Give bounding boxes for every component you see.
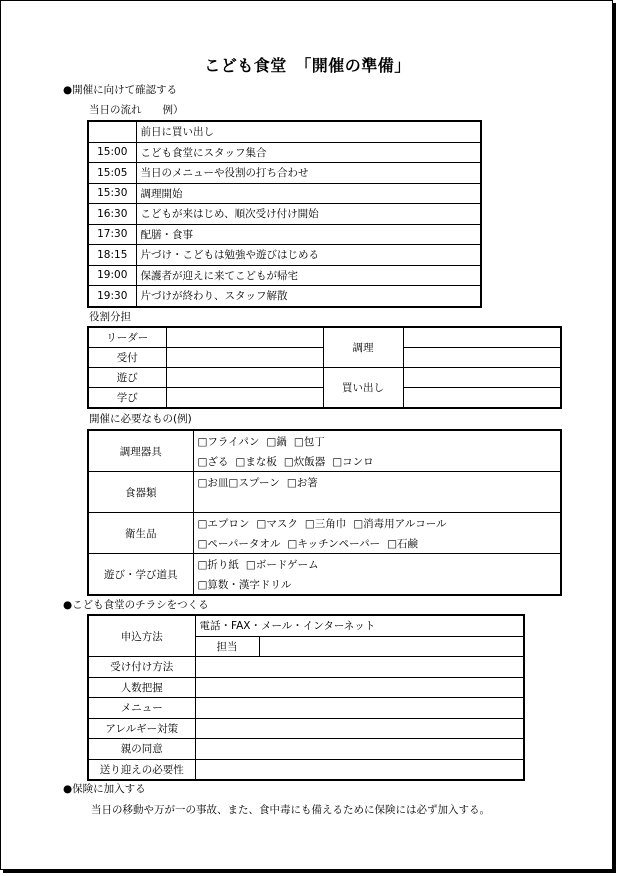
checkbox-item[interactable]: □鍋	[266, 435, 287, 448]
table-row	[88, 245, 481, 266]
item-checklist-line	[193, 513, 561, 534]
role-assignee	[166, 368, 323, 388]
table-row	[88, 698, 524, 719]
table-row	[88, 759, 524, 780]
table-row	[88, 142, 481, 163]
insurance-text: 当日の移動や万が一の事故、また、食中毒にも備えるために保険には必ず加入する。	[91, 804, 490, 816]
item-checklist-line	[193, 554, 561, 575]
table-row	[88, 657, 524, 678]
timeline-table	[87, 120, 482, 308]
section-heading-insurance: ●保険に加入する	[63, 783, 146, 795]
flyer-row-value	[195, 657, 524, 678]
role-assignee	[403, 327, 561, 348]
table-row	[88, 430, 561, 451]
checkbox-item[interactable]: □まな板	[235, 455, 277, 468]
role-name: リーダー	[88, 327, 166, 348]
timeline-label: 当日の流れ 例）	[89, 104, 184, 116]
table-row	[88, 183, 481, 204]
role-assignee	[166, 348, 323, 368]
checkbox-item[interactable]: □石鹸	[387, 537, 418, 550]
section-heading-flyer: ●こども食堂のチラシをつくる	[63, 599, 209, 611]
role-assignee	[166, 327, 323, 348]
apply-label: 申込方法	[88, 615, 195, 657]
role-name: 調理	[323, 327, 403, 368]
timeline-time: 15:05	[88, 163, 136, 184]
checkbox-item[interactable]: □マスク	[256, 517, 298, 530]
flyer-row-value	[195, 718, 524, 739]
table-row	[88, 224, 481, 245]
flyer-row-value	[195, 698, 524, 719]
checkbox-item[interactable]: □エプロン	[197, 517, 250, 530]
timeline-text: 片づけが終わり、スタッフ解散	[136, 286, 481, 307]
timeline-time: 16:30	[88, 204, 136, 225]
timeline-time: 17:30	[88, 224, 136, 245]
timeline-text: 前日に買い出し	[136, 121, 481, 142]
checkbox-item[interactable]: □ペーパータオル	[197, 537, 281, 550]
flyer-row-value	[195, 677, 524, 698]
table-row	[88, 472, 561, 493]
table-row	[88, 265, 481, 286]
checkbox-item[interactable]: □炊飯器	[283, 455, 326, 468]
timeline-time: 15:30	[88, 183, 136, 204]
roles-label: 役割分担	[89, 311, 131, 323]
items-table	[87, 429, 562, 596]
checkbox-item[interactable]: □包丁	[293, 435, 325, 448]
item-checklist-line	[193, 430, 561, 451]
timeline-text: 配膳・食事	[136, 224, 481, 245]
timeline-text: 調理開始	[136, 183, 481, 204]
flyer-table	[87, 614, 525, 781]
item-category: 遊び・学び道具	[88, 554, 193, 596]
item-checklist-line	[193, 472, 561, 493]
staff-value	[259, 636, 524, 657]
table-row	[88, 286, 481, 307]
table-row	[88, 121, 481, 142]
flyer-row-value	[195, 759, 524, 780]
role-assignee	[403, 348, 561, 368]
timeline-text: 片づけ・こどもは勉強や遊びはじめる	[136, 245, 481, 266]
item-category: 調理器具	[88, 430, 193, 472]
item-checklist-line	[193, 451, 561, 472]
item-category: 食器類	[88, 472, 193, 513]
table-row	[88, 327, 561, 348]
item-checklist-line	[193, 574, 561, 595]
page-title: こども食堂 「開催の準備」	[204, 56, 411, 75]
table-row	[88, 554, 561, 575]
table-row	[88, 739, 524, 760]
role-name: 買い出し	[323, 368, 403, 409]
checkbox-item[interactable]: □コンロ	[332, 455, 374, 468]
section-heading-prepare: ●開催に向けて確認する	[63, 84, 178, 96]
apply-value: 電話・FAX・メール・インターネット	[195, 615, 524, 636]
staff-label: 担当	[195, 636, 259, 657]
item-checklist-line	[193, 492, 561, 513]
timeline-time: 19:30	[88, 286, 136, 307]
role-assignee	[403, 368, 561, 388]
timeline-time: 15:00	[88, 142, 136, 163]
table-row	[88, 615, 524, 636]
timeline-text: こどもが来はじめ、順次受け付け開始	[136, 204, 481, 225]
table-row	[88, 368, 561, 388]
timeline-text: こども食堂にスタッフ集合	[136, 142, 481, 163]
flyer-row-label: 受け付け方法	[88, 657, 195, 678]
table-row	[88, 204, 481, 225]
timeline-text: 当日のメニューや役割の打ち合わせ	[136, 163, 481, 184]
checkbox-item[interactable]: □キッチンペーパー	[287, 537, 381, 550]
checkbox-item[interactable]: □折り紙	[197, 558, 239, 571]
role-name: 学び	[88, 388, 166, 409]
item-checklist-line	[193, 533, 561, 554]
checkbox-item[interactable]: □ざる	[197, 455, 229, 468]
flyer-row-label: 人数把握	[88, 677, 195, 698]
checkbox-item[interactable]: □お皿□スプーン	[197, 476, 280, 489]
flyer-row-value	[195, 739, 524, 760]
role-name: 受付	[88, 348, 166, 368]
table-row	[88, 677, 524, 698]
roles-table	[87, 326, 562, 409]
checkbox-item[interactable]: □消毒用アルコール	[353, 517, 447, 530]
flyer-row-label: 親の同意	[88, 739, 195, 760]
table-row	[88, 163, 481, 184]
checkbox-item[interactable]: □お箸	[286, 476, 318, 489]
role-assignee	[166, 388, 323, 409]
checkbox-item[interactable]: □ボードゲーム	[245, 558, 319, 571]
flyer-row-label: メニュー	[88, 698, 195, 719]
timeline-time	[88, 121, 136, 142]
timeline-time: 19:00	[88, 265, 136, 286]
checkbox-item[interactable]: □フライパン	[197, 435, 260, 448]
table-row	[88, 513, 561, 534]
timeline-time: 18:15	[88, 245, 136, 266]
role-assignee	[403, 388, 561, 409]
flyer-row-label: アレルギー対策	[88, 718, 195, 739]
table-row	[88, 718, 524, 739]
checkbox-item[interactable]: □算数・漢字ドリル	[197, 578, 292, 591]
items-label: 開催に必要なもの(例)	[89, 413, 192, 425]
timeline-text: 保護者が迎えに来てこどもが帰宅	[136, 265, 481, 286]
item-category: 衛生品	[88, 513, 193, 554]
flyer-row-label: 送り迎えの必要性	[88, 759, 195, 780]
role-name: 遊び	[88, 368, 166, 388]
checkbox-item[interactable]: □三角巾	[304, 517, 347, 530]
